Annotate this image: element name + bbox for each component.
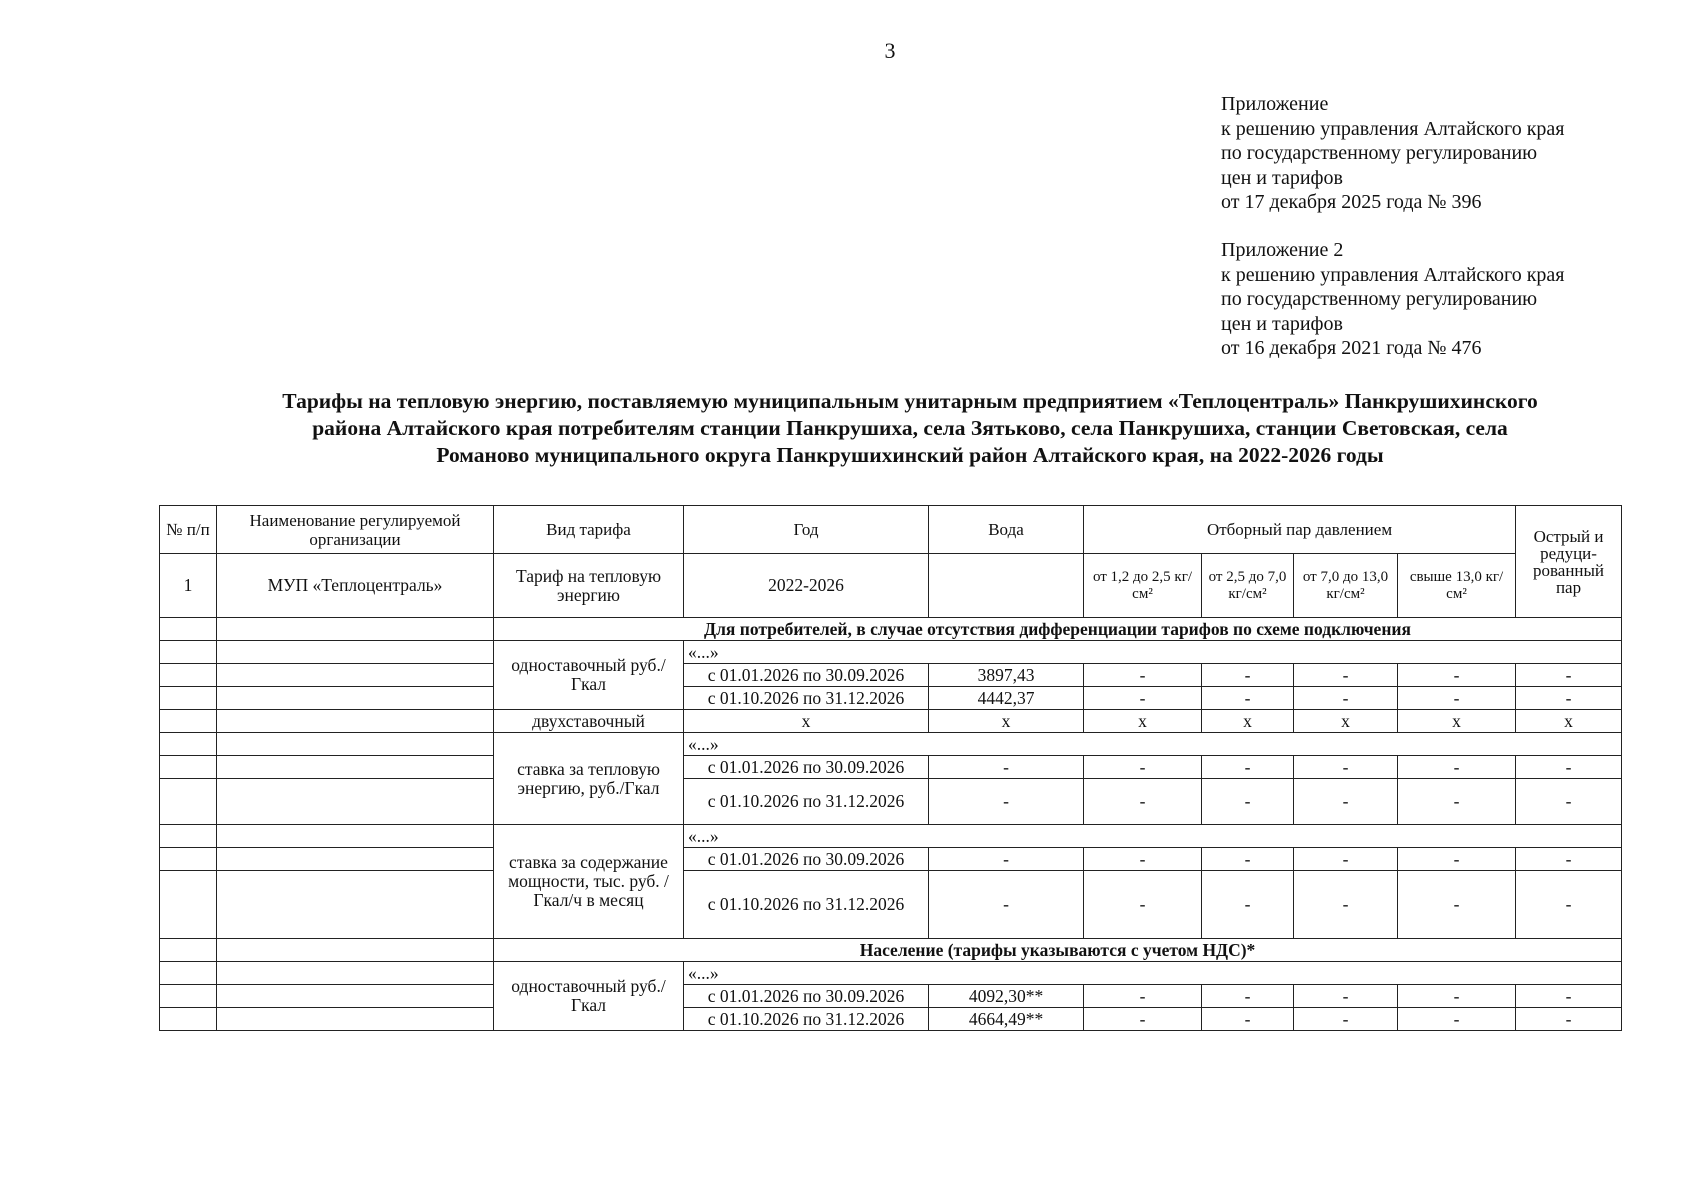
- dash: -: [1202, 871, 1294, 939]
- header-pressure-1: от 1,2 до 2,5 кг/см²: [1084, 554, 1202, 618]
- table-row: [160, 756, 1622, 779]
- cell: [160, 618, 217, 641]
- x-mark: х: [1516, 710, 1622, 733]
- dash: -: [929, 871, 1084, 939]
- header-pressure-4: свыше 13,0 кг/см²: [1398, 554, 1516, 618]
- cell: [217, 985, 494, 1008]
- title-line: района Алтайского края потребителям станции Панкрушиха, села Зятьково, села Панкрушиха, станции Световская, села: [312, 416, 1508, 440]
- x-mark: х: [1202, 710, 1294, 733]
- cell: [217, 962, 494, 985]
- cell: [160, 871, 217, 939]
- dash: -: [1398, 664, 1516, 687]
- cell: [217, 664, 494, 687]
- org-name: МУП «Теплоцентраль»: [217, 554, 494, 618]
- section-population: Население (тарифы указываются с учетом НДС)*: [494, 939, 1622, 962]
- title-line: Тарифы на тепловую энергию, поставляемую муниципальным унитарным предприятием «Теплоцентраль» Панкрушихинского: [282, 389, 1538, 413]
- cell: [217, 1008, 494, 1031]
- annex-line: по государственному регулированию: [1221, 142, 1538, 164]
- cell: [160, 939, 217, 962]
- dash: -: [1202, 664, 1294, 687]
- cell: [217, 779, 494, 825]
- cell: [217, 756, 494, 779]
- dash: -: [1084, 779, 1202, 825]
- annex-line: Приложение 2: [1221, 239, 1344, 261]
- cell: [160, 848, 217, 871]
- table-row: [160, 664, 1622, 687]
- dash: -: [1084, 871, 1202, 939]
- table-row: [160, 825, 1622, 848]
- annex-line: к решению управления Алтайского края: [1221, 117, 1565, 140]
- single-rate-label: одноставочный руб./Гкал: [494, 962, 684, 1031]
- table-row: [160, 848, 1622, 871]
- cell: [217, 939, 494, 962]
- cell: [217, 733, 494, 756]
- header-pressure-3: от 7,0 до 13,0 кг/см²: [1294, 554, 1398, 618]
- dash: -: [1294, 779, 1398, 825]
- dash: -: [1202, 779, 1294, 825]
- annex-original: [1221, 238, 1565, 361]
- header-org: Наименование регулируемой организации: [217, 506, 494, 554]
- table-row: [160, 687, 1622, 710]
- dash: -: [1398, 687, 1516, 710]
- cell: [160, 756, 217, 779]
- energy-rate-label: ставка за тепловую энергию, руб./Гкал: [494, 733, 684, 825]
- dash: -: [929, 779, 1084, 825]
- period: с 01.10.2026 по 31.12.2026: [684, 1008, 929, 1031]
- table-row: [160, 1008, 1622, 1031]
- header-steam: Отборный пар давлением: [1084, 506, 1516, 554]
- cell: [160, 1008, 217, 1031]
- dash: -: [1398, 779, 1516, 825]
- capacity-rate-label: ставка за содержание мощности, тыс. руб. /Гкал/ч в месяц: [494, 825, 684, 939]
- cell: [217, 641, 494, 664]
- cell: [160, 962, 217, 985]
- dash: -: [1516, 871, 1622, 939]
- header-sharp-steam: Острый и редуци-рованный пар: [1516, 506, 1622, 618]
- period: с 01.01.2026 по 30.09.2026: [684, 756, 929, 779]
- org-row: [160, 554, 1622, 618]
- water-value: 4664,49**: [929, 1008, 1084, 1031]
- dash: -: [1294, 687, 1398, 710]
- annex-line: цен и тарифов: [1221, 312, 1343, 335]
- tariff-table: [159, 505, 1622, 1031]
- ellipsis: «...»: [684, 962, 1622, 985]
- dash: -: [1084, 664, 1202, 687]
- header-pressure-2: от 2,5 до 7,0 кг/см²: [1202, 554, 1294, 618]
- cell: [160, 779, 217, 825]
- dash: -: [1202, 687, 1294, 710]
- x-mark: х: [684, 710, 929, 733]
- table-row: [160, 710, 1622, 733]
- dash: -: [1084, 985, 1202, 1008]
- document-title: [140, 388, 1680, 469]
- dash: -: [1516, 1008, 1622, 1031]
- single-rate-label: одноставочный руб./Гкал: [494, 641, 684, 710]
- dash: -: [1084, 1008, 1202, 1031]
- x-mark: х: [1084, 710, 1202, 733]
- header-tariff-type: Вид тарифа: [494, 506, 684, 554]
- header-num: № п/п: [160, 506, 217, 554]
- cell: [160, 825, 217, 848]
- org-year: 2022-2026: [684, 554, 929, 618]
- dash: -: [1516, 664, 1622, 687]
- annex-line: от 16 декабря 2021 года № 476: [1221, 337, 1482, 359]
- annex-line: от 17 декабря 2025 года № 396: [1221, 191, 1482, 213]
- dash: -: [1294, 871, 1398, 939]
- ellipsis: «...»: [684, 825, 1622, 848]
- dash: -: [1084, 756, 1202, 779]
- org-num: 1: [160, 554, 217, 618]
- table-row: [160, 985, 1622, 1008]
- x-mark: х: [1398, 710, 1516, 733]
- period: с 01.10.2026 по 31.12.2026: [684, 871, 929, 939]
- table-row: [160, 871, 1622, 939]
- dash: -: [1516, 779, 1622, 825]
- annex-line: Приложение: [1221, 93, 1329, 115]
- table-row: [160, 962, 1622, 985]
- annex-line: по государственному регулированию: [1221, 288, 1538, 310]
- dash: -: [1398, 848, 1516, 871]
- dash: -: [929, 848, 1084, 871]
- org-tariff: Тариф на тепловую энергию: [494, 554, 684, 618]
- water-value: 4092,30**: [929, 985, 1084, 1008]
- dash: -: [1294, 756, 1398, 779]
- section-row: [160, 939, 1622, 962]
- dash: -: [1084, 848, 1202, 871]
- period: с 01.10.2026 по 31.12.2026: [684, 779, 929, 825]
- cell: [217, 848, 494, 871]
- title-line: Романово муниципального округа Панкрушихинский район Алтайского края, на 2022-2026 годы: [436, 443, 1384, 467]
- dash: -: [1202, 985, 1294, 1008]
- cell: [160, 985, 217, 1008]
- ellipsis: «...»: [684, 641, 1622, 664]
- dash: -: [1294, 985, 1398, 1008]
- period: с 01.01.2026 по 30.09.2026: [684, 985, 929, 1008]
- dash: -: [1294, 848, 1398, 871]
- dash: -: [1202, 848, 1294, 871]
- water-value: 4442,37: [929, 687, 1084, 710]
- dash: -: [1294, 1008, 1398, 1031]
- cell: [217, 871, 494, 939]
- dash: -: [1516, 985, 1622, 1008]
- section-consumers: Для потребителей, в случае отсутствия дифференциации тарифов по схеме подключения: [494, 618, 1622, 641]
- dash: -: [1516, 848, 1622, 871]
- header-year: Год: [684, 506, 929, 554]
- two-rate-label: двухставочный: [494, 710, 684, 733]
- dash: -: [1398, 985, 1516, 1008]
- cell: [160, 733, 217, 756]
- table-row: [160, 779, 1622, 825]
- dash: -: [1202, 1008, 1294, 1031]
- dash: -: [1294, 664, 1398, 687]
- period: с 01.01.2026 по 30.09.2026: [684, 664, 929, 687]
- cell: [217, 710, 494, 733]
- cell: [217, 825, 494, 848]
- table-row: [160, 733, 1622, 756]
- dash: -: [1202, 756, 1294, 779]
- x-mark: х: [929, 710, 1084, 733]
- cell: [160, 641, 217, 664]
- dash: -: [929, 756, 1084, 779]
- dash: -: [1084, 687, 1202, 710]
- org-water: [929, 554, 1084, 618]
- header-water: Вода: [929, 506, 1084, 554]
- dash: -: [1516, 756, 1622, 779]
- water-value: 3897,43: [929, 664, 1084, 687]
- dash: -: [1398, 871, 1516, 939]
- section-row: [160, 618, 1622, 641]
- page-number: 3: [884, 38, 896, 63]
- ellipsis: «...»: [684, 733, 1622, 756]
- table-row: [160, 641, 1622, 664]
- cell: [160, 687, 217, 710]
- dash: -: [1398, 1008, 1516, 1031]
- x-mark: х: [1294, 710, 1398, 733]
- annex-current: [1221, 92, 1565, 215]
- dash: -: [1398, 756, 1516, 779]
- annex-line: к решению управления Алтайского края: [1221, 263, 1565, 286]
- cell: [217, 687, 494, 710]
- dash: -: [1516, 687, 1622, 710]
- period: с 01.01.2026 по 30.09.2026: [684, 848, 929, 871]
- cell: [160, 664, 217, 687]
- cell: [160, 710, 217, 733]
- cell: [217, 618, 494, 641]
- header-row: [160, 506, 1622, 554]
- period: с 01.10.2026 по 31.12.2026: [684, 687, 929, 710]
- annex-line: цен и тарифов: [1221, 166, 1343, 189]
